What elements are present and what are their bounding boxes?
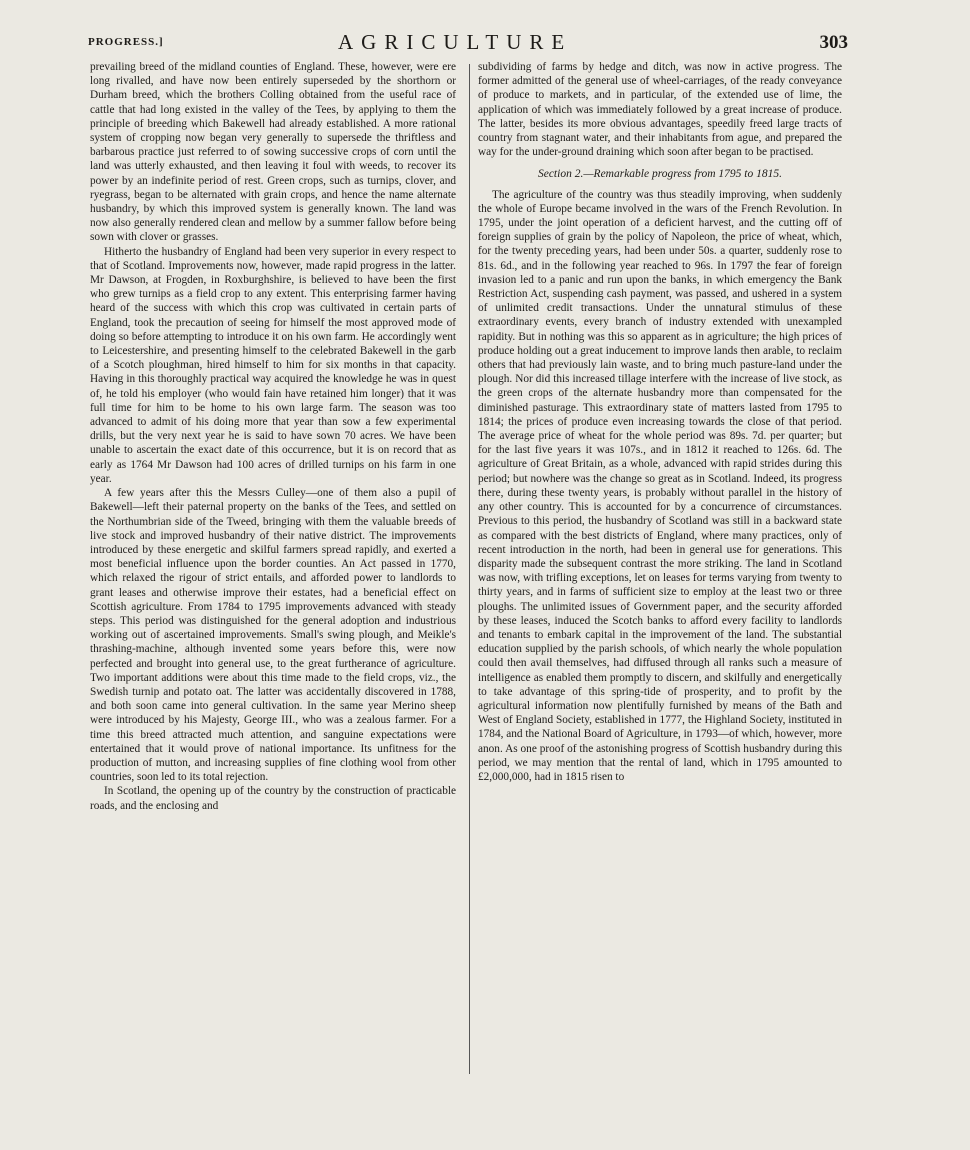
paragraph: prevailing breed of the midland counties of England. These, however, were ere long rivalled, and have now been entirely superseded by the shorthorn or Durham breed, which the brothers Colling obtained from the useful race of cattle that had long existed in the valley of the Tees, by applying to them the principle of breeding which Bakewell had already established. A more rational system of cropping now began very generally to supersede the thriftless and barbarous practice just referred to of sowing successive crops of corn until the land was utterly exhausted, and then leaving it foul with weeds, to recover its power by an indefinite period of rest. Green crops, such as turnips, clover, and ryegrass, began to be alternated with grain crops, and hence the name alternate husbandry, by which this improved system is generally known. The land was now also generally rendered clean and mellow by a summer fallow before being sown with clover or grasses. — [90, 61, 456, 244]
paragraph: In Scotland, the opening up of the country by the construction of practicable roads, and the enclosing and — [90, 785, 456, 812]
left-column — [90, 60, 456, 813]
paragraph: subdividing of farms by hedge and ditch, was now in active progress. The former admitted of the general use of wheel-carriages, of the ready conveyance of produce to markets, and in particular, of the extended use of lime, the application of which was immediately followed by a great increase of produce. The latter, besides its more obvious advantages, speedily freed large tracts of country from stagnant water, and their inhabitants from ague, and prepared the way for the under-ground draining which soon after began to be practised. — [478, 61, 842, 159]
running-head-section: PROGRESS.] — [88, 36, 164, 48]
paragraph: A few years after this the Messrs Culley—one of them also a pupil of Bakewell—left their paternal property on the banks of the Tees, and settled on the Northumbrian side of the Tweed, bringing with them the valuable breeds of live stock and improved husbandry of their native district. The improvements introduced by these energetic and skilful farmers spread rapidly, and exerted a most beneficial influence upon the border counties. An Act passed in 1770, which relaxed the rigour of strict entails, and afforded power to landlords to grant leases and otherwise improve their estates, had a beneficial effect on Scottish agriculture. From 1784 to 1795 improvements advanced with steady steps. This period was distinguished for the general adoption and industrious working out of ascertained improvements. Small's swing plough, and Meikle's thrashing-machine, although invented some years before this, were now perfected and brought into general use, to the great furtherance of agriculture. Two important additions were about this time made to the field crops, viz., the Swedish turnip and potato oat. The latter was accidentally discovered in 1788, and both soon came into general cultivation. In the same year Merino sheep were introduced by his Majesty, George III., who was a zealous farmer. For a time this breed attracted much attention, and sanguine expectations were entertained that it would prove of national importance. Its unfitness for the production of mutton, and increasing supplies of fine clothing wool from other countries, soon led to its total rejection. — [90, 487, 456, 784]
column-divider — [469, 64, 470, 1074]
section-heading: Section 2.—Remarkable progress from 1795 to 1815. — [537, 168, 783, 181]
paragraph: Hitherto the husbandry of England had been very superior in every respect to that of Scotland. Improvements now, however, made rapid progress in the latter. Mr Dawson, at Frogden, in Roxburghshire, is believed to have been the first who grew turnips as a field crop to any extent. This enterprising farmer having heard of the success with which this crop was cultivated in certain parts of England, took the precaution of seeing for himself the most approved mode of doing so before attempting to introduce it on his own farm. He accordingly went to Leicestershire, and presenting himself to the celebrated Bakewell in the garb of a Scotch ploughman, hired himself to him for six months in that capacity. Having in this thoroughly practical way acquired the knowledge he was in quest of, he told his employer (who would fain have retained him longer) that it was full time for him to be home to his own large farm. The season was too advanced to admit of his doing more that year than sow a few experimental drills, but the very next year he is said to have sown 70 acres. We have been unable to ascertain the exact date of this occurrence, but it is on record that as early as 1764 Mr Dawson had 100 acres of drilled turnips on his farm in one year. — [90, 245, 456, 485]
running-head-title: AGRICULTURE — [338, 30, 573, 54]
page-number: 303 — [819, 32, 848, 53]
paragraph: The agriculture of the country was thus steadily improving, when suddenly the whole of Europe became involved in the wars of the French Revolution. In 1795, under the joint operation of a deficient harvest, and the cutting off of foreign supplies of grain by the policy of Napoleon, the price of wheat, which, for the twenty preceding years, had been under 50s. a quarter, suddenly rose to 81s. 6d., and in the following year reached to 96s. In 1797 the fear of foreign invasion led to a panic and run upon the banks, in which emergency the Bank Restriction Act, suspending cash payment, was passed, and ushered in a system of unlimited credit transactions. Under the unnatural stimulus of these extraordinary events, every branch of industry extended with unexampled rapidity. But in nothing was this so apparent as in agriculture; the high prices of produce holding out a great inducement to improve lands then arable, to reclaim others that had previously lain waste, and to bring much pasture-land under the plough. Nor did this increased tillage interfere with the increase of live stock, as the green crops of the alternate husbandry more than compensated for the diminished pasturage. This extraordinary state of matters lasted from 1795 to 1814; the prices of produce even increasing towards the close of that period. The average price of wheat for the whole period was 89s. 7d. per quarter; but for the last five years it was 107s., and in 1812 it reached to 126s. 6d. The agriculture of Great Britain, as a whole, advanced with rapid strides during this period; but nowhere was the change so great as in Scotland. Indeed, its progress there, during these twenty years, is probably without parallel in the history of any other country. This is accounted for by a concurrence of circumstances. Previous to this period, the husbandry of Scotland was still in a backward state as compared with the best districts of England, where many practices, only of recent introduction in the north, had been in general use for generations. This disparity made the subsequent contrast the more striking. The land in Scotland was now, with trifling exceptions, let on leases for terms varying from twenty to thirty years, and in farms of sufficient size to employ at the least two or three ploughs. The unlimited issues of Government paper, and the security afforded by these leases, induced the Scotch banks to afford every facility to landlords and tenants to embark capital in the improvement of the land. The substantial education supplied by the parish schools, of which nearly the whole population could then avail themselves, had diffused through all ranks such a measure of intelligence as enabled them promptly to discern, and skilfully and energetically to take advantage of this spring-tide of prosperity, and to profit by the agricultural information now plentifully furnished by means of the Bath and West of England Society, established in 1777, the Highland Society, instituted in 1784, and the National Board of Agriculture, in 1793—of which, however, more anon. As one proof of the astonishing progress of Scottish husbandry during this period, we may mention that the rental of land, which in 1795 amounted to £2,000,000, had in 1815 risen to — [478, 188, 842, 783]
page-header — [88, 30, 848, 60]
right-column — [478, 60, 842, 784]
